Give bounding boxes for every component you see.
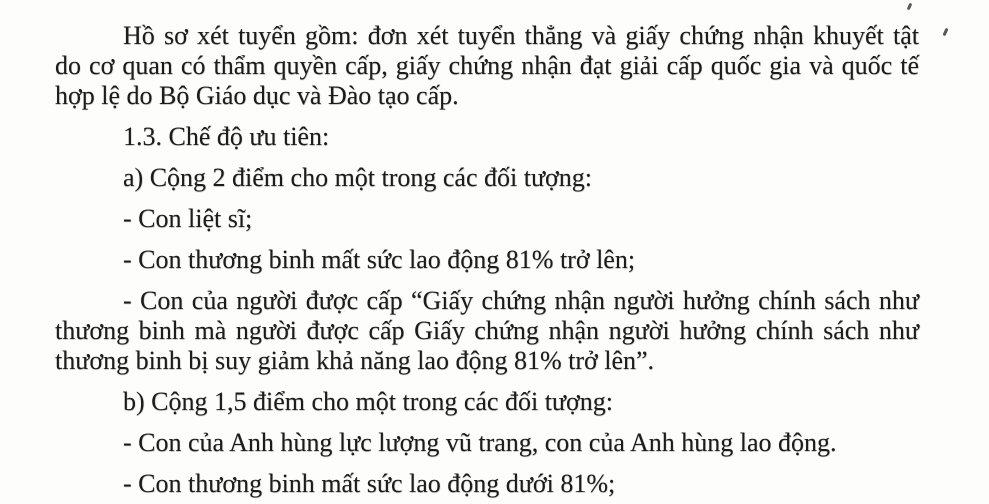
text-line: Hồ sơ xét tuyển gồm: đơn xét tuyển thẳng và giấy chứng nhận khuyết tật [123, 21, 919, 50]
paragraph [55, 387, 919, 417]
text-line: thương binh bị suy giảm khả năng lao động 81% trở lên”. [55, 346, 655, 375]
paragraph [55, 122, 919, 152]
text-line: a) Cộng 2 điểm cho một trong các đối tượng: [123, 163, 593, 192]
document-text-block [55, 21, 919, 504]
text-line: - Con liệt sĩ; [123, 204, 253, 233]
paragraph [55, 163, 919, 193]
text-line: - Con thương binh mất sức lao động 81% trở lên; [123, 245, 636, 274]
text-line: - Con của người được cấp “Giấy chứng nhận người hưởng chính sách như [123, 286, 919, 315]
scan-speck [943, 28, 949, 37]
text-line: do cơ quan có thẩm quyền cấp, giấy chứng nhận đạt giải cấp quốc gia và quốc tế [55, 51, 919, 80]
scan-speck [907, 3, 913, 11]
text-line: b) Cộng 1,5 điểm cho một trong các đối tượng: [123, 387, 613, 416]
text-line: - Con thương binh mất sức lao động dưới 81%; [123, 469, 616, 498]
text-line: thương binh mà người được cấp Giấy chứng nhận người hưởng chính sách như [55, 316, 919, 345]
paragraph [55, 204, 919, 234]
paragraph [55, 286, 919, 376]
text-line: 1.3. Chế độ ưu tiên: [123, 122, 330, 151]
text-line: hợp lệ do Bộ Giáo dục và Đào tạo cấp. [55, 81, 459, 110]
paragraph [55, 428, 919, 458]
text-line: - Con của Anh hùng lực lượng vũ trang, con của Anh hùng lao động. [123, 428, 837, 457]
paragraph [55, 245, 919, 275]
paragraph [55, 21, 919, 111]
paragraph [55, 469, 919, 499]
